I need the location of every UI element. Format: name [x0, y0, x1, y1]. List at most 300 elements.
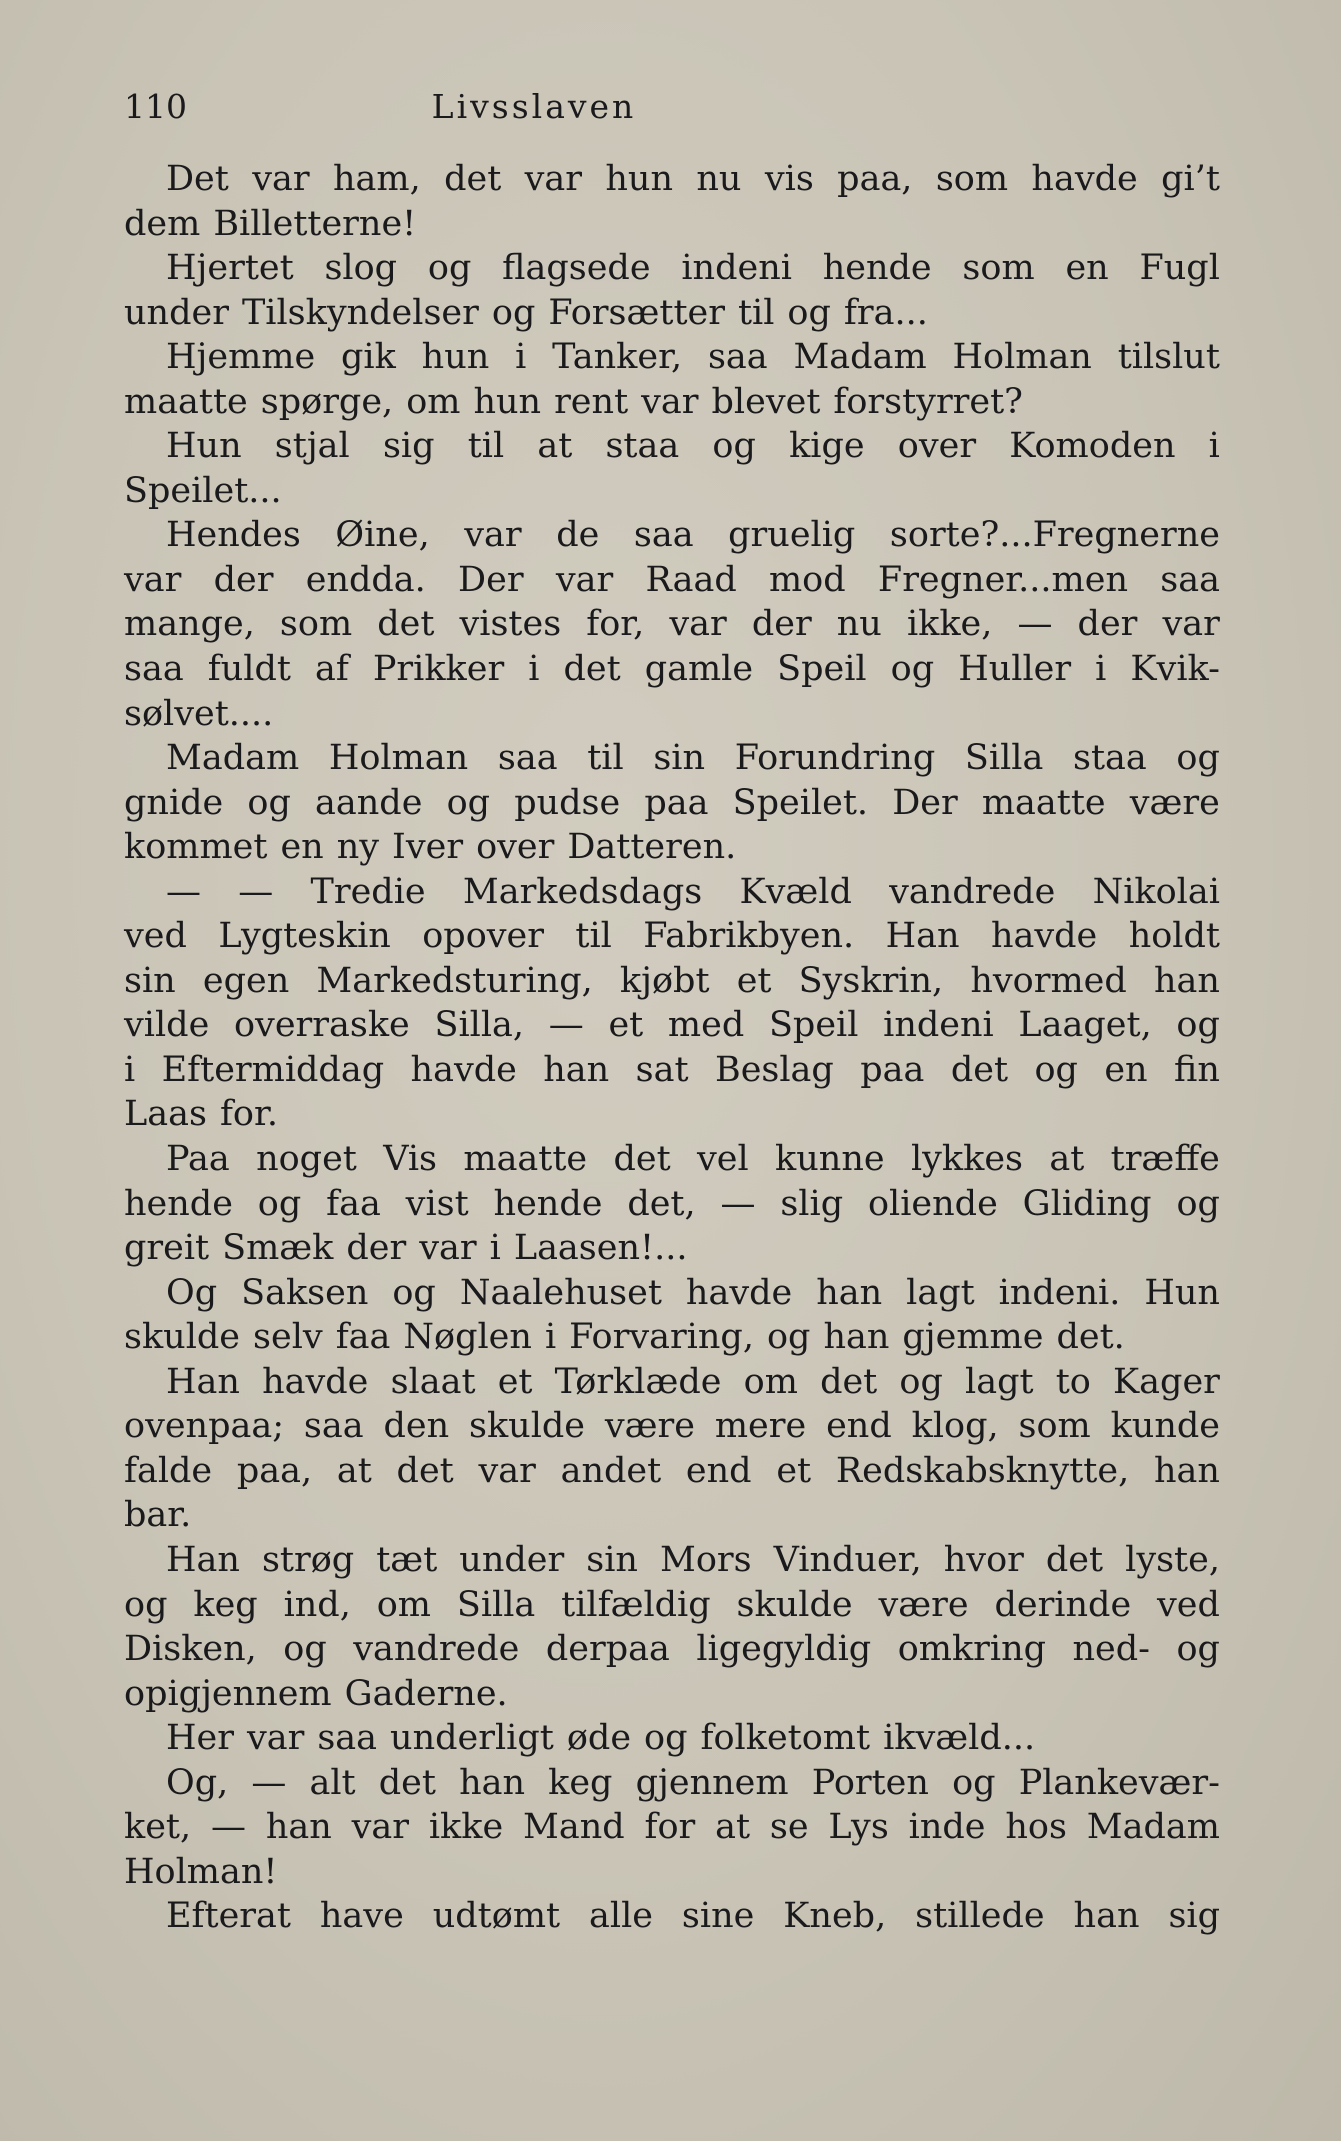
word: Kvik- — [1130, 649, 1220, 690]
text-line — [124, 1716, 1220, 1761]
text-line — [124, 1404, 1220, 1449]
word: falde — [124, 1450, 213, 1491]
word: derpaa — [545, 1629, 670, 1670]
word: Markedsturing, — [316, 960, 593, 1001]
word: var — [351, 1807, 409, 1848]
word: under — [459, 1539, 565, 1580]
word: forstyrret? — [833, 381, 1023, 422]
book-title: Livsslaven — [431, 87, 637, 126]
word: faa — [326, 1183, 381, 1224]
word: og — [1176, 1629, 1220, 1670]
word: stjal — [274, 426, 350, 467]
word: opigjennem — [124, 1673, 332, 1714]
word: havde — [990, 916, 1098, 957]
word: paa, — [236, 1450, 313, 1491]
word: kommet — [124, 827, 268, 868]
word: han — [823, 1317, 890, 1358]
word: maatte — [463, 1139, 588, 1180]
word: hun — [473, 381, 542, 422]
word: Laasen!... — [513, 1228, 688, 1269]
word: oliende — [867, 1183, 998, 1224]
word: Holman! — [124, 1851, 278, 1892]
word: var — [1162, 604, 1220, 645]
word: sorte?...Fregnerne — [889, 515, 1220, 556]
word: være — [878, 1584, 969, 1625]
word: indeni — [681, 248, 792, 289]
word: mere — [714, 1406, 807, 1447]
word: ligegyldig — [696, 1629, 872, 1670]
word: det — [1045, 1539, 1104, 1580]
word: gnide — [124, 782, 224, 823]
page-number: 110 — [124, 87, 187, 126]
word: et — [497, 1361, 533, 1402]
word: Lys — [828, 1807, 889, 1848]
word: — — [720, 1183, 756, 1224]
word: Kvæld — [739, 871, 852, 912]
word: Mors — [660, 1539, 752, 1580]
word: Der — [892, 782, 958, 823]
word: nu — [836, 604, 882, 645]
word: saa — [303, 1406, 364, 1447]
word: om — [376, 1584, 431, 1625]
text-line — [124, 914, 1220, 959]
word: og — [1176, 1183, 1220, 1224]
word: en — [1065, 248, 1109, 289]
word: sine — [681, 1896, 755, 1937]
word: sig — [382, 426, 435, 467]
word: flagsede — [502, 248, 651, 289]
word: lagt — [906, 1272, 975, 1313]
word: hvor — [943, 1539, 1024, 1580]
word: gamle — [644, 649, 754, 690]
word: han — [816, 1272, 883, 1313]
text-line — [124, 1137, 1220, 1182]
word: — — [548, 1005, 584, 1046]
word: Tilskyndelser — [241, 292, 479, 333]
word: og — [890, 649, 935, 690]
text-line — [124, 781, 1220, 826]
word: kjøbt — [619, 960, 710, 1001]
word: han — [459, 1762, 526, 1803]
word: i — [489, 1228, 501, 1269]
word: Holman — [328, 738, 469, 779]
word: Speil — [777, 649, 867, 690]
word: og — [124, 1584, 168, 1625]
word: gruelig — [728, 515, 856, 556]
word: Eftermiddag — [161, 1049, 385, 1090]
text-line — [124, 647, 1220, 692]
text-line — [124, 825, 1220, 870]
word: Madam — [166, 738, 300, 779]
word: og — [491, 292, 536, 333]
word: endda. — [305, 559, 426, 600]
word: paa — [644, 782, 709, 823]
word: Smæk — [222, 1228, 334, 1269]
word: noget — [256, 1139, 357, 1180]
word: de — [556, 515, 600, 556]
word: strøg — [261, 1539, 355, 1580]
text-line — [124, 1360, 1220, 1405]
word: gi’t — [1161, 159, 1220, 199]
word: skulde — [124, 1317, 241, 1358]
word: og — [1176, 738, 1220, 779]
word: stillede — [915, 1896, 1045, 1937]
text-line — [124, 1449, 1220, 1494]
word: om — [406, 381, 461, 422]
word: Vinduer, — [773, 1539, 922, 1580]
word: skulde — [468, 1406, 586, 1447]
word: i — [528, 649, 540, 690]
word: Nøglen — [403, 1317, 532, 1358]
word: Naalehuset — [459, 1272, 662, 1313]
word: sig — [1168, 1896, 1220, 1937]
word: Hun — [166, 426, 242, 467]
word: maatte — [981, 782, 1106, 823]
word: underligt — [390, 1718, 554, 1759]
word: i — [1095, 649, 1107, 690]
text-line — [124, 424, 1220, 469]
word: hun — [421, 337, 490, 378]
word: indeni. — [998, 1272, 1121, 1313]
word: bar. — [124, 1495, 192, 1536]
word: at — [537, 426, 573, 467]
word: og — [1034, 1049, 1078, 1090]
word: nu — [696, 159, 742, 199]
word: Gliding — [1022, 1183, 1152, 1224]
word: saa — [1160, 559, 1220, 600]
running-head — [124, 82, 1220, 132]
word: Laas — [124, 1094, 207, 1135]
word: Han — [166, 1539, 240, 1580]
word: Gaderne. — [344, 1673, 508, 1714]
text-line — [124, 157, 1220, 202]
word: med — [667, 1005, 745, 1046]
word: overraske — [233, 1005, 410, 1046]
word: tilslut — [1117, 337, 1220, 378]
word: rent — [554, 381, 629, 422]
word: han — [1153, 960, 1220, 1001]
word: vandrede — [889, 871, 1056, 912]
word: var — [252, 159, 310, 199]
word: og — [392, 1272, 436, 1313]
word: om — [743, 1361, 798, 1402]
word: Tanker, — [552, 337, 683, 378]
word: — — [1017, 604, 1053, 645]
word: klog, — [911, 1406, 999, 1447]
word: til — [575, 916, 612, 957]
word: Datteren. — [567, 827, 737, 868]
word: han — [1153, 1450, 1220, 1491]
word: greit — [124, 1228, 210, 1269]
word: Hjertet — [166, 248, 294, 289]
word: var — [555, 559, 614, 600]
word: Fugl — [1139, 248, 1220, 289]
word: der — [346, 1228, 407, 1269]
word: Holman — [952, 337, 1092, 378]
word: af — [314, 649, 349, 690]
word: mange, — [124, 604, 255, 645]
word: aande — [315, 782, 423, 823]
word: og — [899, 1361, 943, 1402]
word: vistes — [459, 604, 562, 645]
word: lagt — [965, 1361, 1034, 1402]
word: vandrede — [353, 1629, 520, 1670]
word: ned- — [1072, 1629, 1150, 1670]
word: tilfældig — [561, 1584, 711, 1625]
word: det. — [1056, 1317, 1125, 1358]
word: havde — [410, 1049, 517, 1090]
word: Tredie — [310, 871, 426, 912]
text-line — [124, 469, 1220, 514]
word: som — [935, 159, 1009, 199]
word: Fabrikbyen. — [643, 916, 855, 957]
word: fin — [1174, 1049, 1220, 1090]
word: selv — [253, 1317, 323, 1358]
text-line — [124, 692, 1220, 737]
word: faa — [335, 1317, 391, 1358]
word: keg — [548, 1762, 613, 1803]
word: ikke — [428, 1807, 504, 1848]
word: ikvæld... — [883, 1718, 1036, 1759]
word: Speilet... — [124, 470, 282, 511]
word: end — [826, 1406, 892, 1447]
word: Vis — [383, 1139, 438, 1180]
word: Kager — [1113, 1361, 1220, 1402]
word: og — [427, 248, 472, 289]
body-text — [124, 157, 1220, 1939]
word: træffe — [1110, 1139, 1220, 1180]
word: og — [1176, 1005, 1220, 1046]
word: Og — [166, 1272, 218, 1313]
word: at — [1049, 1139, 1085, 1180]
text-line — [124, 602, 1220, 647]
text-line — [124, 558, 1220, 603]
text-line — [124, 1805, 1220, 1850]
word: der — [213, 559, 274, 600]
word: var — [669, 604, 727, 645]
word: Han — [885, 916, 960, 957]
word: Tørklæde — [554, 1361, 722, 1402]
text-line — [124, 1627, 1220, 1672]
text-line — [124, 1182, 1220, 1227]
word: gjemme — [902, 1317, 1044, 1358]
word: Øine, — [335, 515, 430, 556]
word: to — [1055, 1361, 1091, 1402]
word: et — [736, 960, 772, 1001]
word: en — [280, 827, 324, 868]
word: staa — [1073, 738, 1147, 779]
word: alt — [309, 1762, 356, 1803]
word: gjennem — [635, 1762, 789, 1803]
word: ny — [336, 827, 380, 868]
word: paa — [860, 1049, 925, 1090]
word: Komoden — [1009, 426, 1176, 467]
text-line — [124, 736, 1220, 781]
word: var — [478, 1450, 536, 1491]
word: Lygteskin — [218, 916, 391, 957]
word: holdt — [1128, 916, 1220, 957]
word: sin — [653, 738, 706, 779]
word: slig — [780, 1183, 844, 1224]
word: inde — [908, 1807, 986, 1848]
word: var — [124, 559, 182, 600]
word: Det — [166, 159, 229, 199]
word: hende — [493, 1183, 603, 1224]
word: til — [737, 292, 775, 333]
word: den — [383, 1406, 450, 1447]
word: sat — [635, 1049, 689, 1090]
word: Mand — [523, 1807, 625, 1848]
word: Paa — [166, 1139, 230, 1180]
word: i — [544, 1317, 557, 1358]
word: øde — [566, 1718, 632, 1759]
word: det — [613, 1139, 671, 1180]
word: indeni — [883, 1005, 994, 1046]
text-line — [124, 202, 1220, 247]
word: sin — [586, 1539, 638, 1580]
word: til — [467, 426, 505, 467]
word: Hun — [1144, 1272, 1220, 1313]
text-line — [124, 1092, 1220, 1137]
word: i — [124, 1049, 136, 1090]
word: ovenpaa; — [124, 1406, 285, 1447]
word: det — [820, 1361, 878, 1402]
word: Nikolai — [1092, 871, 1220, 912]
word: over — [476, 827, 555, 868]
word: det, — [627, 1183, 696, 1224]
word: og — [712, 426, 756, 467]
word: Saksen — [241, 1272, 369, 1313]
word: det — [378, 1762, 436, 1803]
word: og — [283, 1629, 327, 1670]
word: og — [787, 292, 831, 333]
word: i — [515, 337, 527, 378]
word: mod — [768, 559, 846, 600]
text-line — [124, 1538, 1220, 1583]
word: ved — [124, 916, 187, 957]
word: derinde — [994, 1584, 1132, 1625]
word: være — [1129, 782, 1220, 823]
word: Disken, — [124, 1629, 257, 1670]
word: hos — [1005, 1807, 1067, 1848]
word: egen — [202, 960, 290, 1001]
word: paa, — [837, 159, 913, 199]
text-line — [124, 1226, 1220, 1271]
text-line — [124, 291, 1220, 336]
word: for, — [586, 604, 645, 645]
word: — — [210, 1807, 246, 1848]
word: Prikker — [372, 649, 505, 690]
word: se — [769, 1807, 809, 1848]
word: det — [563, 649, 621, 690]
word: keg — [193, 1584, 258, 1625]
word: ikke, — [906, 604, 993, 645]
word: omkring — [897, 1629, 1047, 1670]
word: havde — [262, 1361, 369, 1402]
word: andet — [560, 1450, 662, 1491]
word: han — [1073, 1896, 1140, 1937]
word: kunde — [1110, 1406, 1220, 1447]
word: Silla, — [434, 1005, 525, 1046]
word: være — [604, 1406, 695, 1447]
text-line — [124, 380, 1220, 425]
word: end — [685, 1450, 752, 1491]
text-line — [124, 335, 1220, 380]
text-line — [124, 1850, 1220, 1895]
word: var — [464, 515, 522, 556]
word: have — [319, 1896, 404, 1937]
word: Forsætter — [548, 292, 725, 333]
word: Porten — [811, 1762, 929, 1803]
word: var — [246, 1718, 305, 1759]
word: over — [897, 426, 977, 467]
word: hvormed — [970, 960, 1127, 1001]
word: saa — [124, 649, 184, 690]
word: som — [962, 248, 1035, 289]
word: skulde — [736, 1584, 853, 1625]
word: Kneb, — [783, 1896, 887, 1937]
word: spørge, — [260, 381, 394, 422]
word: — — [166, 871, 201, 912]
word: Raad — [645, 559, 737, 600]
word: at — [336, 1450, 372, 1491]
word: han — [543, 1049, 610, 1090]
word: ved — [1157, 1584, 1220, 1625]
word: Huller — [958, 649, 1072, 690]
word: ind, — [283, 1584, 351, 1625]
word: Silla — [964, 738, 1044, 779]
word: Hendes — [166, 515, 301, 556]
text-line — [124, 1003, 1220, 1048]
text-line — [124, 1761, 1220, 1806]
word: der — [751, 604, 812, 645]
word: lykkes — [910, 1139, 1023, 1180]
word: til — [587, 738, 624, 779]
word: Og, — [166, 1762, 229, 1803]
word: Plankevær- — [1018, 1762, 1220, 1803]
text-line — [124, 1894, 1220, 1939]
word: vis — [764, 159, 814, 199]
word: det — [396, 1450, 454, 1491]
word: slog — [324, 248, 398, 289]
word: blevet — [711, 381, 821, 422]
word: det — [377, 604, 435, 645]
word: som — [279, 604, 353, 645]
word: der — [1077, 604, 1138, 645]
word: ham, — [332, 159, 421, 199]
word: saa — [707, 337, 768, 378]
text-line — [124, 1048, 1220, 1093]
word: maatte — [124, 381, 248, 422]
word: var — [524, 159, 583, 199]
word: Syskrin, — [798, 960, 944, 1001]
word: hende — [124, 1183, 233, 1224]
word: Speilet. — [732, 782, 869, 823]
word: Efterat — [166, 1896, 291, 1937]
text-line — [124, 513, 1220, 558]
word: Beslag — [714, 1049, 834, 1090]
word: Han — [166, 1361, 240, 1402]
word: det — [444, 159, 502, 199]
text-line — [124, 1583, 1220, 1628]
word: kige — [789, 426, 865, 467]
word: og — [247, 782, 291, 823]
word: saa — [317, 1718, 378, 1759]
text-line — [124, 959, 1220, 1004]
word: Fregner...men — [877, 559, 1128, 600]
word: og — [644, 1718, 688, 1759]
word: fuldt — [207, 649, 291, 690]
